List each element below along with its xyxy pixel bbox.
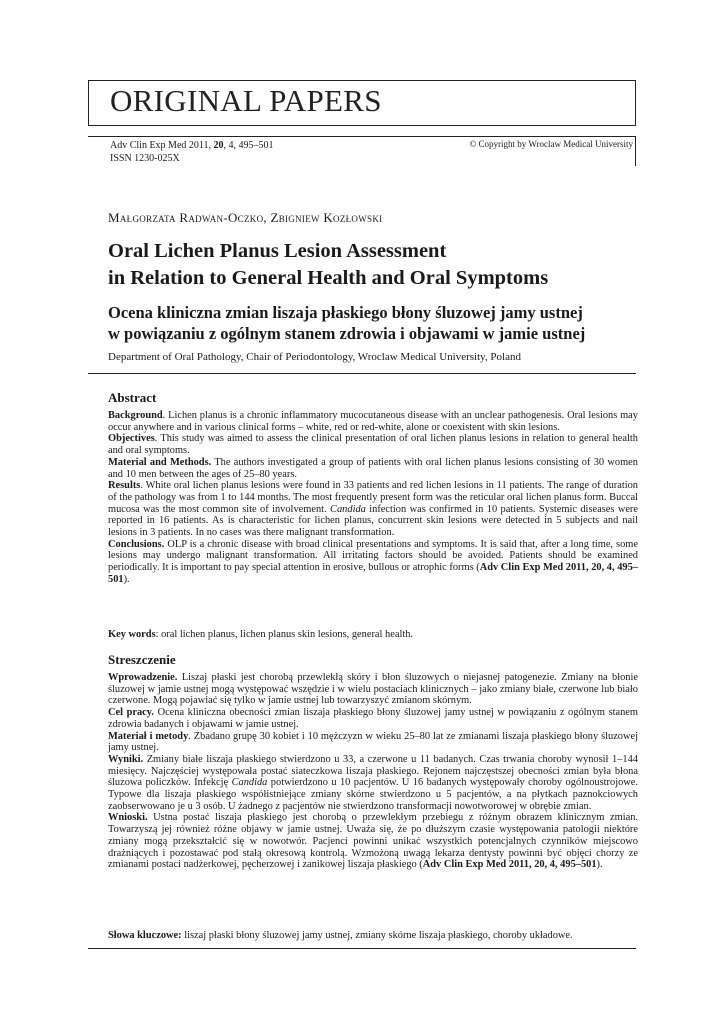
abstract-objectives: Objectives. This study was aimed to assess the clinical presentation of oral lichen planus lesions in relation to general health and oral symptoms. [108,433,638,457]
streszczenie-wprowadzenie: Wprowadzenie. Liszaj płaski jest chorobą przewlekłą skóry i błon śluzowych o niejasnej patogenezie. Zmiany na błonie śluzowej w jamie ustnej mogą występować wszędzie i w wielu postaciach klinicznych – jako zmiany białe, czerwone lub biało czerwone. Mogą pojawiać się tylko w jamie ustnej lub towarzyszyć zmianom skórnym. [108,672,638,707]
authors: Małgorzata Radwan-Oczko, Zbigniew Kozłowski [108,210,383,225]
streszczenie-heading: Streszczenie [108,652,176,667]
abstract-heading: Abstract [108,390,157,405]
abstract-body [108,410,638,586]
abstract-conclusions: Conclusions. OLP is a chronic disease with broad clinical presentations and symptoms. It is said that, after a long time, some lesions may undergo malignant transformation. All irritating factors should be avoided. Patients should be examined periodically. It is important to pay special attention in erosive, bullous or atrophic forms (Adv Clin Exp Med 2011, 20, 4, 495–501). [108,538,638,585]
abstract-methods: Material and Methods. The authors investigated a group of patients with oral lichen planus lesions consisting of 30 women and 10 men between the ages of 25–80 years. [108,456,638,480]
abstract-results: Results. White oral lichen planus lesions were found in 33 patients and red lichen lesions in 11 patients. The range of duration of the pathology was from 1 to 144 months. The most frequently present form was the reticular oral lichen planus form. Buccal mucosa was the most common site of involvement. Candida infection was confirmed in 10 patients. Systemic diseases were reported in 16 patients. As is characteristic for lichen planus, concurrent skin lesions were detected in 5 subjects and nail lesions in 3 patients. In no cases was there malignant transformation. [108,480,639,539]
journal-citation: Adv Clin Exp Med 2011, 20, 4, 495–501 [110,140,274,151]
abstract-keywords: Key words: oral lichen planus, lichen planus skin lesions, general health. [108,629,414,640]
abstract-background: Background. Lichen planus is a chronic inflammatory mucocutaneous disease with an unclear pathogenesis. Oral lesions may occur anywhere and in various clinical forms – white, red or red-white, alone or coexistent with skin lesions. [108,410,638,433]
section-title: ORIGINAL PAPERS [110,83,382,118]
streszczenie-wnioski: Wnioski. Ustna postać liszaja płaskiego jest chorobą o przewlekłym przebiegu z różnym obrazem klinicznym zmian. Towarzyszą jej również różne objawy w jamie ustnej. Uważa się, że po dłuższym czasie występowania patologii niektóre zmiany mogą przekształcić się w nowotwór. Pacjenci powinni unikać wszystkich potencjalnych czynników miejscowo drażniących i pozostawać pod stałą okresową kontrolą. Wzmożoną uwagą lekarza dentysty powinni być objęci chorzy ze zmianami postaci nadżerkowej, pęcherzowej i zanikowej liszaja płaskiego (Adv Clin Exp Med 2011, 20, 4, 495–501). [108,812,638,871]
journal-meta [110,139,274,165]
streszczenie-body [108,672,638,871]
copyright: © Copyright by Wroclaw Medical University [469,139,633,149]
affiliation: Department of Oral Pathology, Chair of Periodontology, Wroclaw Medical University, Poland [108,351,521,363]
divider-top [88,373,636,374]
issn: ISSN 1230-025X [110,153,180,164]
streszczenie-wyniki: Wyniki. Zmiany białe liszaja płaskiego stwierdzono u 33, a czerwone u 11 badanych. Czas trwania choroby wynosił 1–144 miesięcy. Najczęściej występowała postać siateczkowa liszaja płaskiego. Rejonem najczęstszej obecności zmian była błona śluzowa policzków. Infekcję Candida potwierdzono u 10 pacjentów. U 16 badanych występowały choroby ogólnoustrojowe. Typowe dla liszaja płaskiego współistniejące zmiany skórne stwierdzono u 5 pacjentów, a na płytkach paznokciowych zaobserwowano je u 3 osób. U żadnego z pacjentów nie stwierdzono transformacji nowotworowej w obrębie zmian. [108,753,638,812]
title-english: Oral Lichen Planus Lesion Assessment in Relation to General Health and Oral Symptoms [108,240,549,289]
divider-bottom [88,948,636,949]
title-polish: Ocena kliniczna zmian liszaja płaskiego błony śluzowej jamy ustnej w powiązaniu z ogólnym stanem zdrowia i objawami w jamie ustnej [108,303,586,343]
streszczenie-material: Materiał i metody. Zbadano grupę 30 kobiet i 10 mężczyzn w wieku 25–80 lat ze zmianami liszaja płaskiego błony śluzowej jamy ustnej. [108,730,639,754]
streszczenie-keywords: Słowa kluczowe: liszaj płaski błony śluzowej jamy ustnej, zmiany skórne liszaja płaskiego, choroby układowe. [108,930,573,941]
streszczenie-cel: Cel pracy. Ocena kliniczna obecności zmian liszaja płaskiego błony śluzowej jamy ustnej w powiązaniu z ogólnym stanem zdrowia badanych i objawami w jamie ustnej. [108,707,638,730]
